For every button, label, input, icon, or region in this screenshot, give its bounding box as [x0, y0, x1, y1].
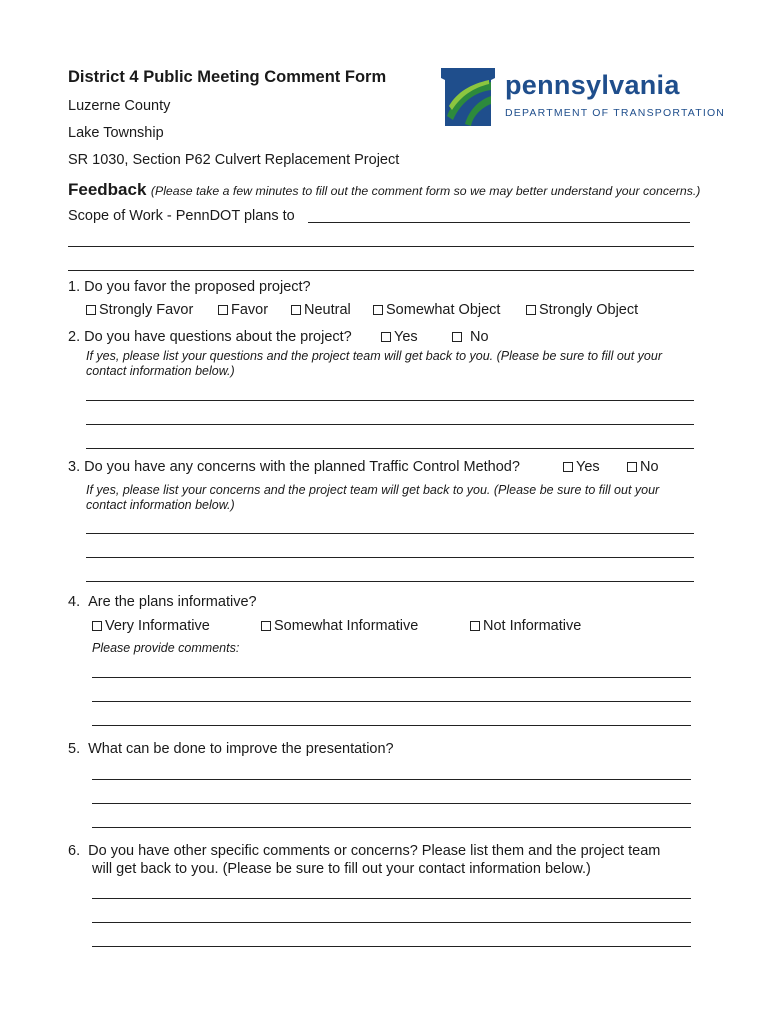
- checkbox-icon[interactable]: [218, 305, 228, 315]
- option-very-informative[interactable]: Very Informative: [92, 618, 210, 634]
- feedback-label: Feedback: [68, 180, 147, 199]
- answer-line[interactable]: [92, 803, 691, 804]
- answer-line[interactable]: [86, 424, 694, 425]
- option-somewhat-object[interactable]: Somewhat Object: [373, 302, 500, 318]
- answer-line[interactable]: [92, 701, 691, 702]
- logo-wordmark: pennsylvania: [505, 70, 680, 100]
- township-label: Lake Township: [68, 125, 164, 141]
- answer-line[interactable]: [92, 946, 691, 947]
- checkbox-icon[interactable]: [381, 332, 391, 342]
- answer-line[interactable]: [92, 725, 691, 726]
- option-yes[interactable]: Yes: [563, 459, 600, 475]
- penndot-logo: [437, 66, 727, 128]
- scope-answer-line[interactable]: [308, 222, 690, 223]
- answer-line[interactable]: [92, 827, 691, 828]
- question-3-note: If yes, please list your concerns and the project team will get back to you. (Please be sure to fill out your: [86, 483, 660, 497]
- answer-line[interactable]: [92, 922, 691, 923]
- option-somewhat-informative[interactable]: Somewhat Informative: [261, 618, 418, 634]
- option-no[interactable]: No: [627, 459, 659, 475]
- question-5-number: 5.: [68, 741, 81, 757]
- checkbox-icon[interactable]: [627, 462, 637, 472]
- answer-line[interactable]: [86, 557, 694, 558]
- question-6: [68, 843, 660, 859]
- question-2-note: If yes, please list your questions and the project team will get back to you. (Please be sure to fill out your: [86, 349, 662, 363]
- question-3-note: contact information below.): [86, 498, 235, 512]
- option-strongly-object[interactable]: Strongly Object: [526, 302, 638, 318]
- question-6-text: Do you have other specific comments or concerns? Please list them and the project team: [88, 843, 661, 859]
- question-4: [68, 594, 257, 610]
- option-no[interactable]: No: [452, 329, 489, 345]
- option-yes[interactable]: Yes: [381, 329, 418, 345]
- answer-line[interactable]: [86, 533, 694, 534]
- answer-line[interactable]: [86, 400, 694, 401]
- question-4-note: Please provide comments:: [92, 641, 240, 655]
- feedback-instructions: (Please take a few minutes to fill out the comment form so we may better understand your concerns.): [150, 184, 701, 198]
- checkbox-icon[interactable]: [563, 462, 573, 472]
- scope-answer-line[interactable]: [68, 270, 694, 271]
- question-4-number: 4.: [68, 594, 81, 610]
- question-3: 3. Do you have any concerns with the planned Traffic Control Method?: [68, 459, 520, 475]
- answer-line[interactable]: [92, 677, 691, 678]
- answer-line[interactable]: [86, 581, 694, 582]
- checkbox-icon[interactable]: [373, 305, 383, 315]
- scope-answer-line[interactable]: [68, 246, 694, 247]
- option-not-informative[interactable]: Not Informative: [470, 618, 581, 634]
- keystone-icon: [437, 66, 499, 128]
- checkbox-icon[interactable]: [526, 305, 536, 315]
- question-5: [68, 741, 394, 757]
- checkbox-icon[interactable]: [452, 332, 462, 342]
- checkbox-icon[interactable]: [291, 305, 301, 315]
- question-2: 2. Do you have questions about the project?: [68, 329, 352, 345]
- page-title: District 4 Public Meeting Comment Form: [68, 68, 387, 86]
- question-5-text: What can be done to improve the presentation?: [88, 741, 394, 757]
- question-1: 1. Do you favor the proposed project?: [68, 279, 311, 295]
- question-6-text-continued: will get back to you. (Please be sure to fill out your contact information below.): [92, 861, 591, 877]
- option-strongly-favor[interactable]: Strongly Favor: [86, 302, 193, 318]
- feedback-heading: [68, 180, 700, 200]
- answer-line[interactable]: [92, 779, 691, 780]
- option-favor[interactable]: Favor: [218, 302, 268, 318]
- question-6-number: 6.: [68, 843, 81, 859]
- checkbox-icon[interactable]: [92, 621, 102, 631]
- checkbox-icon[interactable]: [470, 621, 480, 631]
- answer-line[interactable]: [92, 898, 691, 899]
- logo-department: DEPARTMENT OF TRANSPORTATION: [505, 107, 726, 119]
- project-label: SR 1030, Section P62 Culvert Replacement Project: [68, 152, 400, 168]
- checkbox-icon[interactable]: [86, 305, 96, 315]
- option-neutral[interactable]: Neutral: [291, 302, 351, 318]
- question-4-text: Are the plans informative?: [88, 594, 257, 610]
- question-2-note: contact information below.): [86, 364, 235, 378]
- county-label: Luzerne County: [68, 98, 171, 114]
- checkbox-icon[interactable]: [261, 621, 271, 631]
- scope-label: Scope of Work - PennDOT plans to: [68, 208, 295, 224]
- answer-line[interactable]: [86, 448, 694, 449]
